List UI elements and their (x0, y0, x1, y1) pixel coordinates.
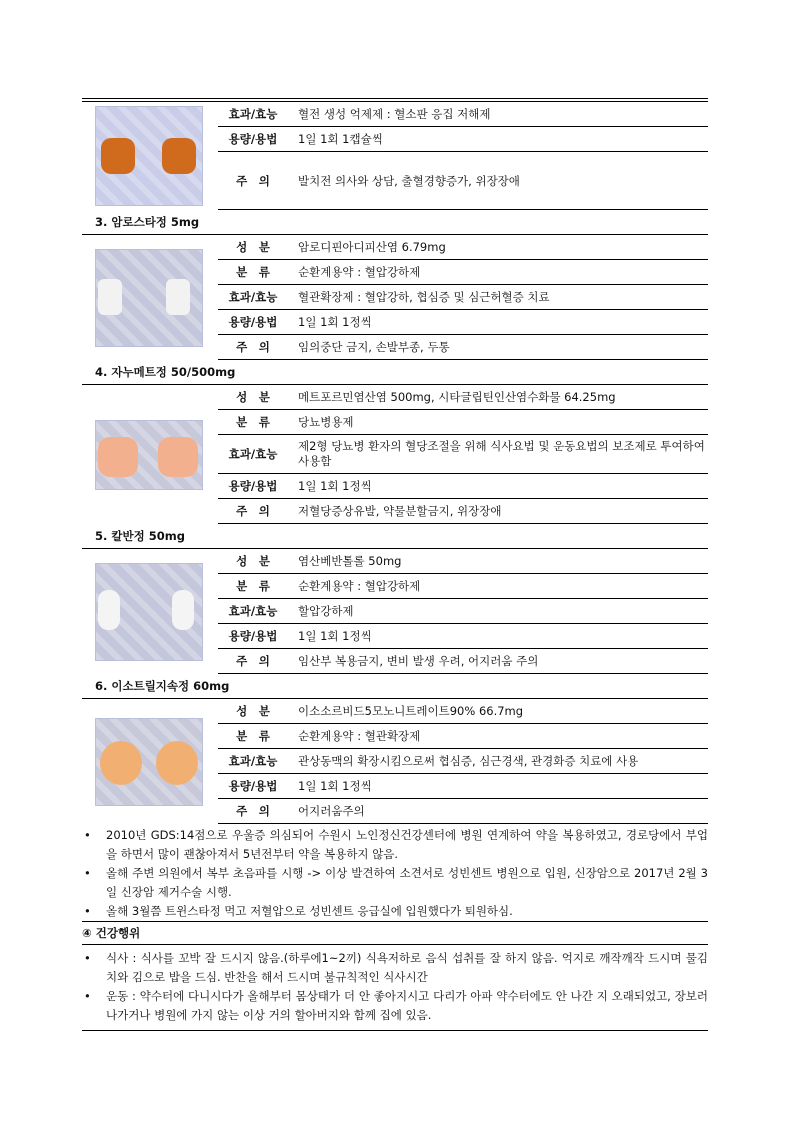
row-value: 어지러움주의 (298, 804, 365, 818)
row-value: 암로디핀아디피산염 6.79mg (298, 240, 446, 254)
row-value: 순환계용약 : 혈압강하제 (298, 265, 421, 279)
info-row (218, 335, 708, 360)
list-item-text: 올해 3월쯤 트윈스타정 먹고 저혈압으로 성빈센트 응급실에 입원했다가 퇴원하심. (106, 904, 513, 918)
row-value: 관상동맥의 확장시킴으로써 협심증, 심근경색, 관경화증 치료에 사용 (298, 754, 639, 768)
row-value: 1일 1회 1정씩 (298, 315, 372, 329)
row-label: 용량/용법 (228, 315, 278, 329)
info-row (218, 774, 708, 799)
bullet-icon: • (84, 904, 91, 918)
pill-shape (156, 741, 198, 785)
list-item-text: 2010년 GDS:14점으로 우울증 의심되어 수원시 노인정신건강센터에 병원 연계하여 약을 복용하였고, 경로당에서 부업을 하면서 많이 괜찮아져서 5년전부터 약을 복용하지 않음. (106, 828, 708, 861)
row-value: 1일 1회 1정씩 (298, 629, 372, 643)
pill-shape (158, 437, 198, 477)
row-value: 제2형 당뇨병 환자의 혈당조절을 위해 식사요법 및 운동요법의 보조제로 투여하여 사용함 (298, 439, 705, 468)
info-row (218, 799, 708, 824)
list-item (82, 864, 708, 902)
row-value: 순환계용약 : 혈관확장제 (298, 729, 421, 743)
pill-shape (162, 138, 196, 174)
row-value: 1일 1회 1정씩 (298, 779, 372, 793)
row-label: 효과/효능 (228, 604, 278, 618)
row-value: 당뇨병용제 (298, 415, 354, 429)
pill-shape (100, 741, 142, 785)
list-item (82, 902, 708, 921)
row-value: 염산베반톨롤 50mg (298, 554, 402, 568)
pill-photo-apricot-tablets (95, 718, 203, 806)
row-label: 주 의 (236, 504, 270, 518)
row-label: 분 류 (236, 415, 270, 429)
info-row (218, 102, 708, 127)
row-value: 1일 1회 1캡슐씩 (298, 132, 383, 146)
row-label: 성 분 (236, 240, 270, 254)
bullet-icon: • (84, 951, 91, 965)
info-row (218, 724, 708, 749)
row-label: 성 분 (236, 554, 270, 568)
pill-photo-peach-tablets (95, 420, 203, 490)
info-row (218, 499, 708, 524)
row-label: 분 류 (236, 579, 270, 593)
drug-block-1 (82, 102, 708, 210)
row-label: 주 의 (236, 804, 270, 818)
row-value: 이소소르비드5모노니트레이트90% 66.7mg (298, 704, 524, 718)
row-label: 효과/효능 (228, 447, 278, 461)
row-value: 혈관확장제 : 혈압강하, 협심증 및 심근허혈증 치료 (298, 290, 550, 304)
row-label: 용량/용법 (228, 132, 278, 146)
row-value: 순환계용약 : 혈압강하제 (298, 579, 421, 593)
drug-block-4 (82, 549, 708, 674)
bottom-rule (82, 1030, 708, 1031)
info-row (218, 235, 708, 260)
health-behavior-bullets (82, 949, 708, 1025)
info-row (218, 435, 708, 474)
row-label: 주 의 (236, 340, 270, 354)
document-page (82, 98, 708, 1031)
row-value: 발치전 의사와 상담, 출혈경향증가, 위장장애 (298, 173, 520, 188)
row-label: 효과/효능 (228, 290, 278, 304)
row-label: 효과/효능 (228, 107, 278, 121)
drug-title: 3. 암로스타정 5mg (82, 210, 708, 235)
row-label: 용량/용법 (228, 779, 278, 793)
pill-shape (166, 279, 190, 315)
row-label: 성 분 (236, 704, 270, 718)
info-row (218, 127, 708, 152)
pill-shape (98, 437, 138, 477)
bullet-icon: • (84, 866, 91, 880)
row-value: 메트포르민염산염 500mg, 시타글립틴인산염수화물 64.25mg (298, 390, 616, 404)
list-item-text: 올해 주변 의원에서 복부 초음파를 시행 -> 이상 발견하여 소견서로 성빈센트 병원으로 입원, 신장암으로 2017년 2월 3일 신장암 제거수술 시행. (106, 866, 708, 899)
top-rule (82, 98, 708, 99)
info-row (218, 624, 708, 649)
info-row (218, 574, 708, 599)
bullet-icon: • (84, 828, 91, 842)
row-label: 분 류 (236, 265, 270, 279)
list-item (82, 987, 708, 1025)
pill-shape (98, 590, 120, 630)
info-row (218, 649, 708, 674)
row-label: 용량/용법 (228, 629, 278, 643)
row-value: 임의중단 금지, 손발부종, 두통 (298, 340, 450, 354)
pill-photo-orange-capsules (95, 106, 203, 206)
row-label: 주 의 (236, 654, 270, 668)
row-label: 용량/용법 (228, 479, 278, 493)
list-item-text: 식사 : 식사를 꼬박 잘 드시지 않음.(하루에1~2끼) 식욕저하로 음식 섭취를 잘 하지 않음. 억지로 깨작깨작 드시며 물김치와 김으로 밥을 드심. 반찬을 해서 드시며 불규칙적인 식사시간 (106, 951, 708, 984)
info-row (218, 260, 708, 285)
list-item-text: 운동 : 약수터에 다니시다가 올해부터 몸상태가 더 안 좋아지시고 다리가 아파 약수터에도 안 나간 지 오래되었고, 장보러나가거나 병원에 가지 않는 이상 거의 할아버지와 함께 집에 있음. (106, 989, 708, 1022)
drug-block-3 (82, 385, 708, 524)
info-row (218, 474, 708, 499)
drug-title: 6. 이소트릴지속정 60mg (82, 674, 708, 699)
pill-photo-white-round (95, 563, 203, 661)
info-row (218, 310, 708, 335)
list-item (82, 949, 708, 987)
row-label: 성 분 (236, 390, 270, 404)
info-row (218, 410, 708, 435)
section-heading: ④ 건강행위 (82, 921, 708, 945)
history-bullets (82, 826, 708, 921)
drug-block-5 (82, 699, 708, 824)
bullet-icon: • (84, 989, 91, 1003)
row-value: 임산부 복용금지, 변비 발생 우려, 어지러움 주의 (298, 654, 539, 668)
info-row (218, 549, 708, 574)
row-label: 주 의 (236, 173, 270, 188)
pill-shape (101, 138, 135, 174)
drug-title: 4. 자누메트정 50/500mg (82, 360, 708, 385)
row-value: 혈전 생성 억제제 : 혈소판 응집 저해제 (298, 107, 491, 121)
row-value: 저혈당증상유발, 약물분할금지, 위장장애 (298, 504, 502, 518)
drug-title: 5. 칼반정 50mg (82, 524, 708, 549)
info-row (218, 152, 708, 210)
info-row (218, 699, 708, 724)
info-row (218, 599, 708, 624)
pill-shape (172, 590, 194, 630)
pill-shape (98, 279, 122, 315)
info-row (218, 385, 708, 410)
row-label: 효과/효능 (228, 754, 278, 768)
row-value: 할압강하제 (298, 604, 354, 618)
list-item (82, 826, 708, 864)
pill-photo-white-tablets (95, 249, 203, 347)
row-label: 분 류 (236, 729, 270, 743)
info-row (218, 749, 708, 774)
drug-block-2 (82, 235, 708, 360)
info-row (218, 285, 708, 310)
row-value: 1일 1회 1정씩 (298, 479, 372, 493)
